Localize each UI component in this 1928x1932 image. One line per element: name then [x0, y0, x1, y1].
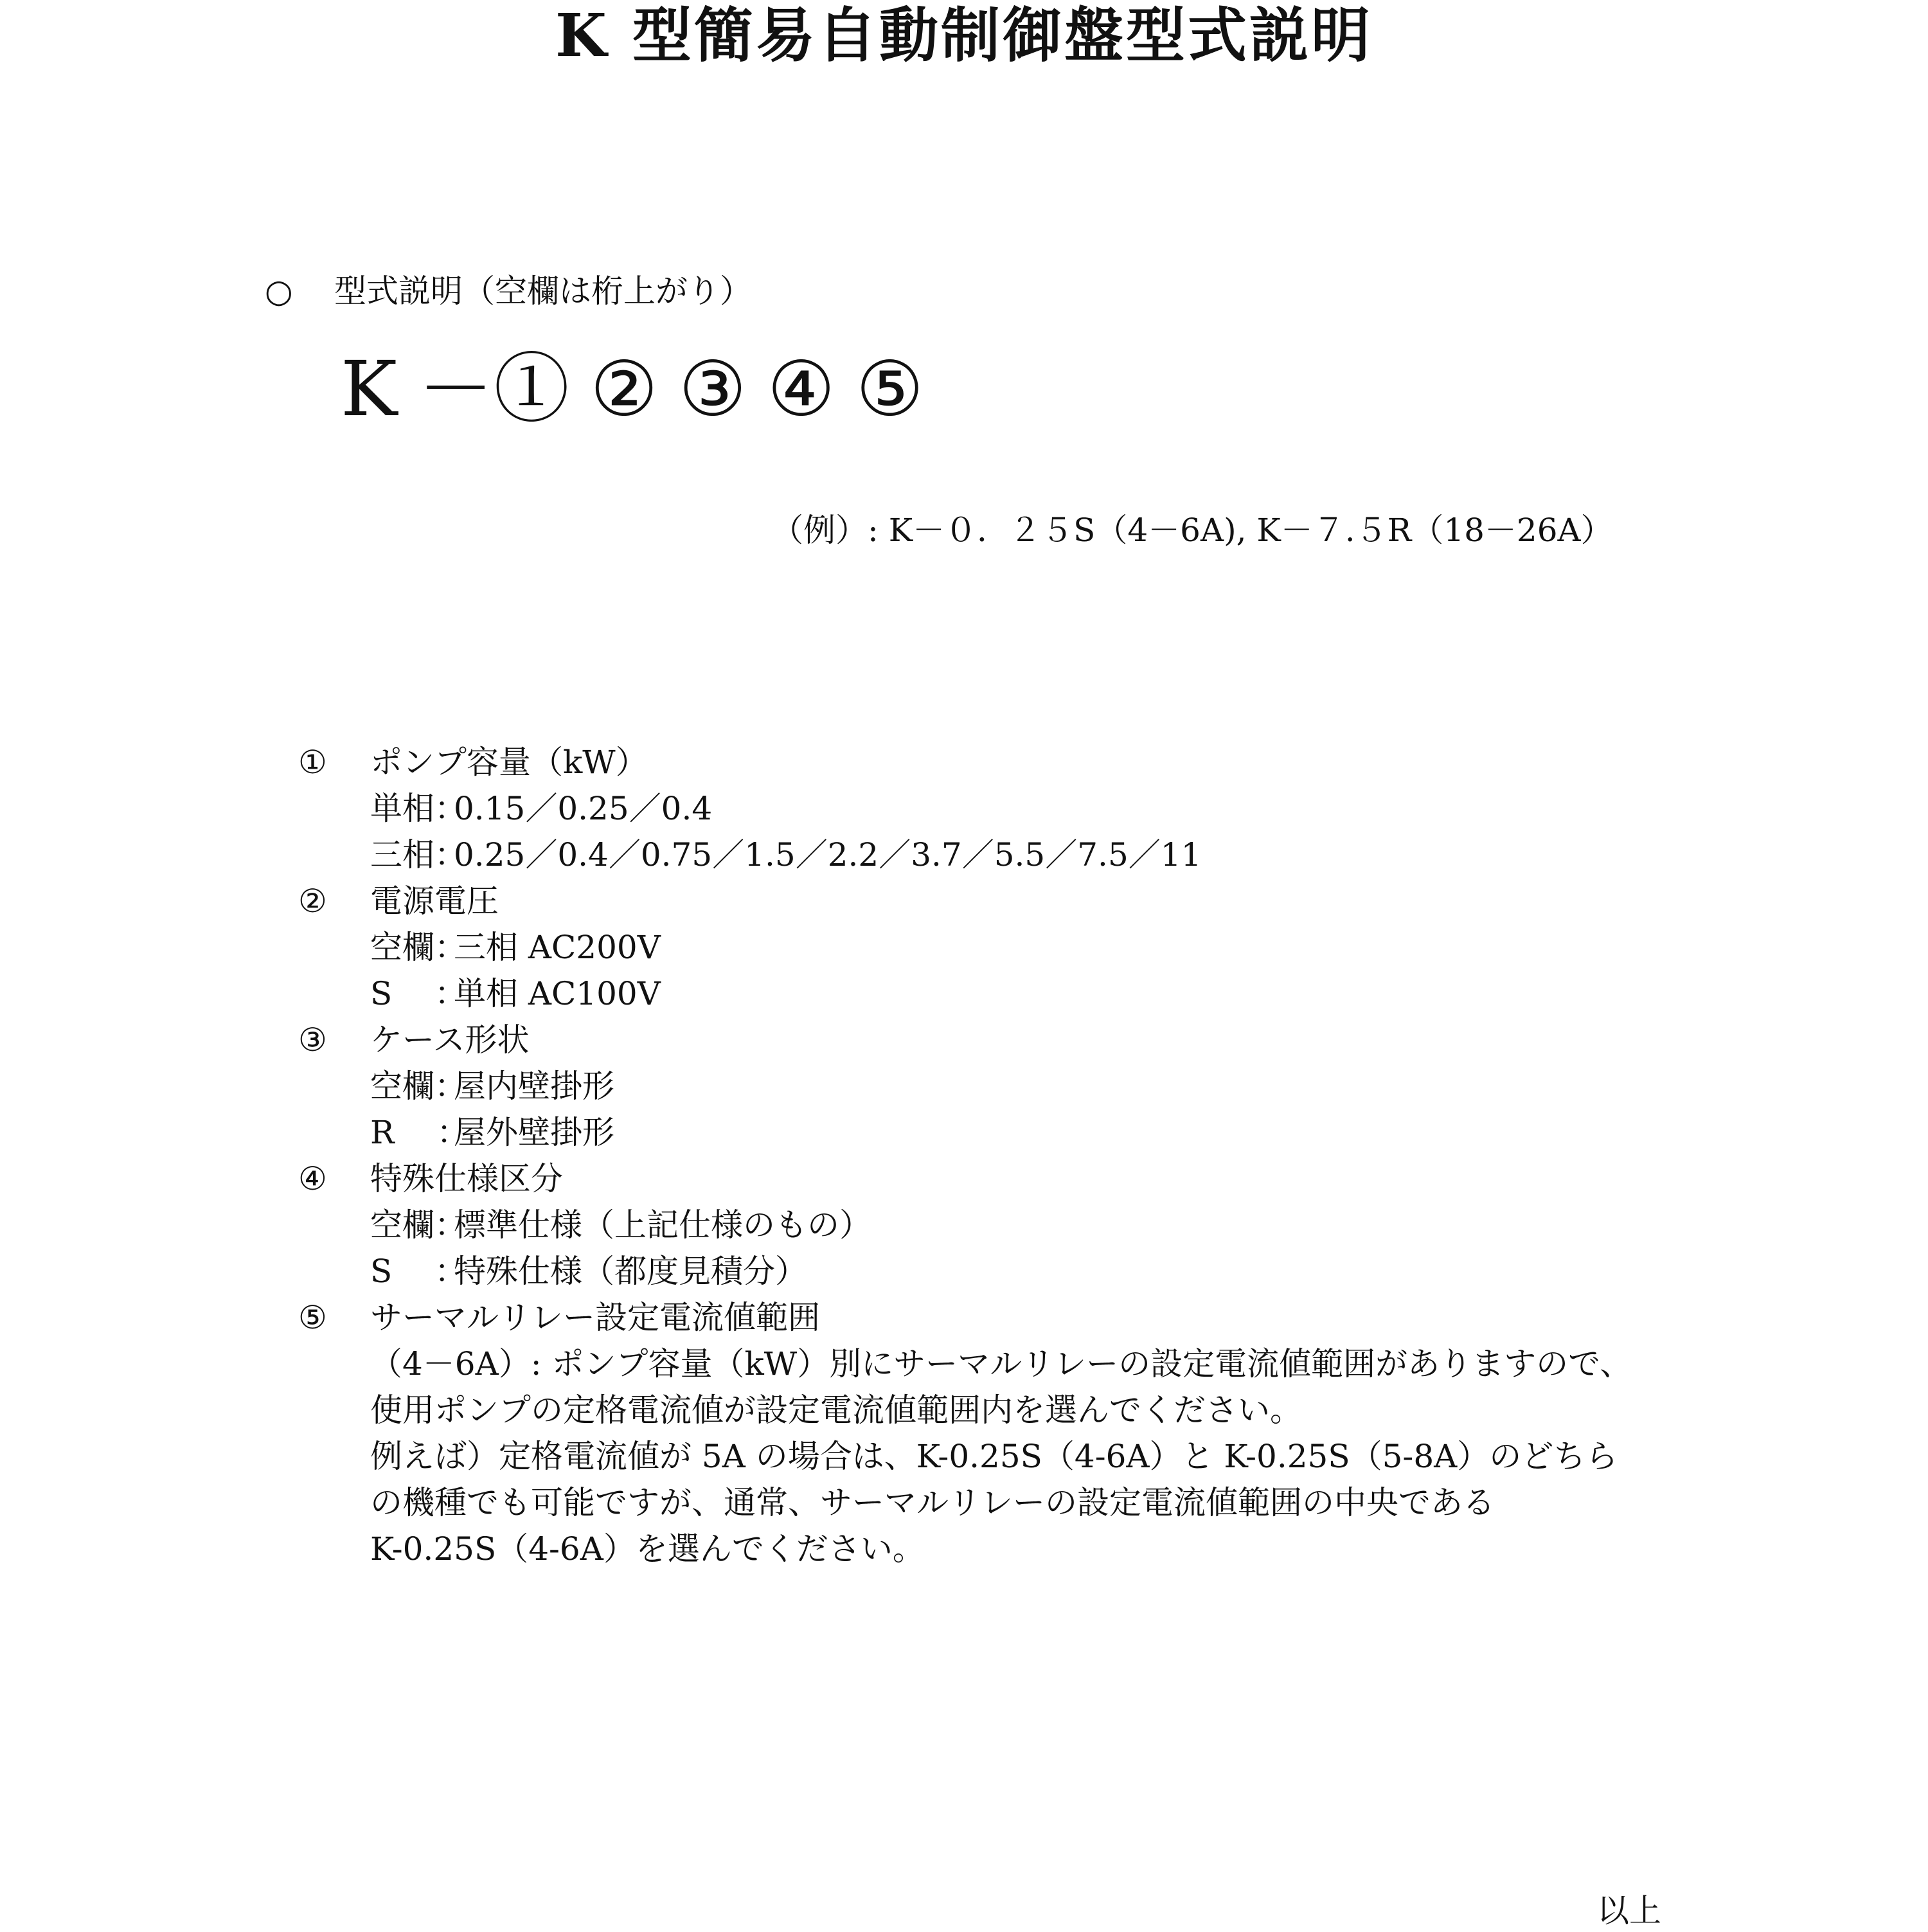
sub-item-value: 特殊仕様（都度見積分）: [454, 1253, 807, 1290]
sub-item-key: 空欄：: [370, 1068, 467, 1105]
section-heading: [265, 270, 752, 312]
list-item: [298, 739, 1632, 785]
note-line: K-0.25S（4-6A）を選んでください。: [370, 1530, 925, 1568]
model-code-part: ⑤: [855, 344, 924, 433]
list-item: [298, 1017, 1632, 1063]
note-line: （4－6A）: ポンプ容量（kW）別にサーマルリレーの設定電流値範囲がありますので、: [370, 1345, 1632, 1382]
sub-item-value: 標準仕様（上記仕様のもの）: [454, 1206, 871, 1244]
sub-item-key: S ：: [370, 1253, 467, 1290]
model-code-part: K: [341, 344, 398, 433]
list-item: [298, 1294, 1632, 1341]
item-number: ⑤: [298, 1299, 327, 1336]
item-label: ケース形状: [370, 1021, 530, 1059]
closing-text: 以上: [1597, 1892, 1661, 1929]
item-number: ③: [298, 1021, 327, 1059]
sub-item-value: 0.25／0.4／0.75／1.5／2.2／3.7／5.5／7.5／11: [454, 836, 1202, 873]
item-label: 電源電圧: [370, 882, 499, 920]
sub-item: [298, 924, 1632, 970]
model-code-part: －①: [418, 344, 570, 433]
item-list: [298, 739, 1632, 1572]
sub-item-value: 単相 AC100V: [454, 975, 661, 1012]
item-label: サーマルリレー設定電流値範囲: [370, 1299, 820, 1336]
sub-item-value: 屋内壁掛形: [454, 1068, 614, 1105]
example-line: （例）: K－０．２５S（4－6A), K－７.５R（18－26A）: [771, 512, 1613, 549]
item-number: ④: [298, 1160, 327, 1197]
sub-item: [298, 832, 1632, 878]
sub-item-key: 単相：: [370, 790, 467, 827]
sub-item: [298, 1063, 1632, 1109]
sub-item-key: 三相：: [370, 836, 467, 873]
note-line: の機種でも可能ですが、通常、サーマルリレーの設定電流値範囲の中央である: [370, 1484, 1495, 1521]
item-number: ①: [298, 744, 327, 781]
model-code-format: [341, 344, 944, 434]
item-label: 特殊仕様区分: [370, 1160, 563, 1197]
sub-item-value: 屋外壁掛形: [454, 1114, 614, 1151]
sub-item: [298, 785, 1632, 832]
sub-item-key: S ：: [370, 975, 467, 1012]
circle-bullet: ○: [265, 273, 293, 310]
sub-item-value: 0.15／0.25／0.4: [454, 790, 713, 827]
sub-item: [298, 970, 1632, 1017]
sub-item-key: 空欄：: [370, 1206, 467, 1244]
list-item: [298, 1156, 1632, 1202]
sub-item: [298, 1202, 1632, 1248]
sub-item: [298, 1248, 1632, 1294]
document-title: K 型簡易自動制御盤型式説明: [555, 1, 1373, 70]
sub-item: [298, 1109, 1632, 1156]
section-heading-text: 型式説明（空欄は桁上がり）: [334, 273, 752, 310]
item-number: ②: [298, 882, 327, 920]
model-code-part: ③: [678, 344, 747, 433]
sub-item-value: 三相 AC200V: [454, 929, 661, 966]
list-item: [298, 878, 1632, 924]
sub-item-key: 空欄：: [370, 929, 467, 966]
model-code-part: ④: [767, 344, 835, 433]
note-line: 使用ポンプの定格電流値が設定電流値範囲内を選んでください。: [370, 1391, 1302, 1429]
note-line: 例えば）定格電流値が 5A の場合は、K-0.25S（4-6A）と K-0.25S（5-8A）のどちら: [370, 1438, 1618, 1475]
model-code-part: ②: [590, 344, 658, 433]
sub-item-key: R ：: [370, 1114, 469, 1151]
item-label: ポンプ容量（kW）: [370, 744, 648, 781]
